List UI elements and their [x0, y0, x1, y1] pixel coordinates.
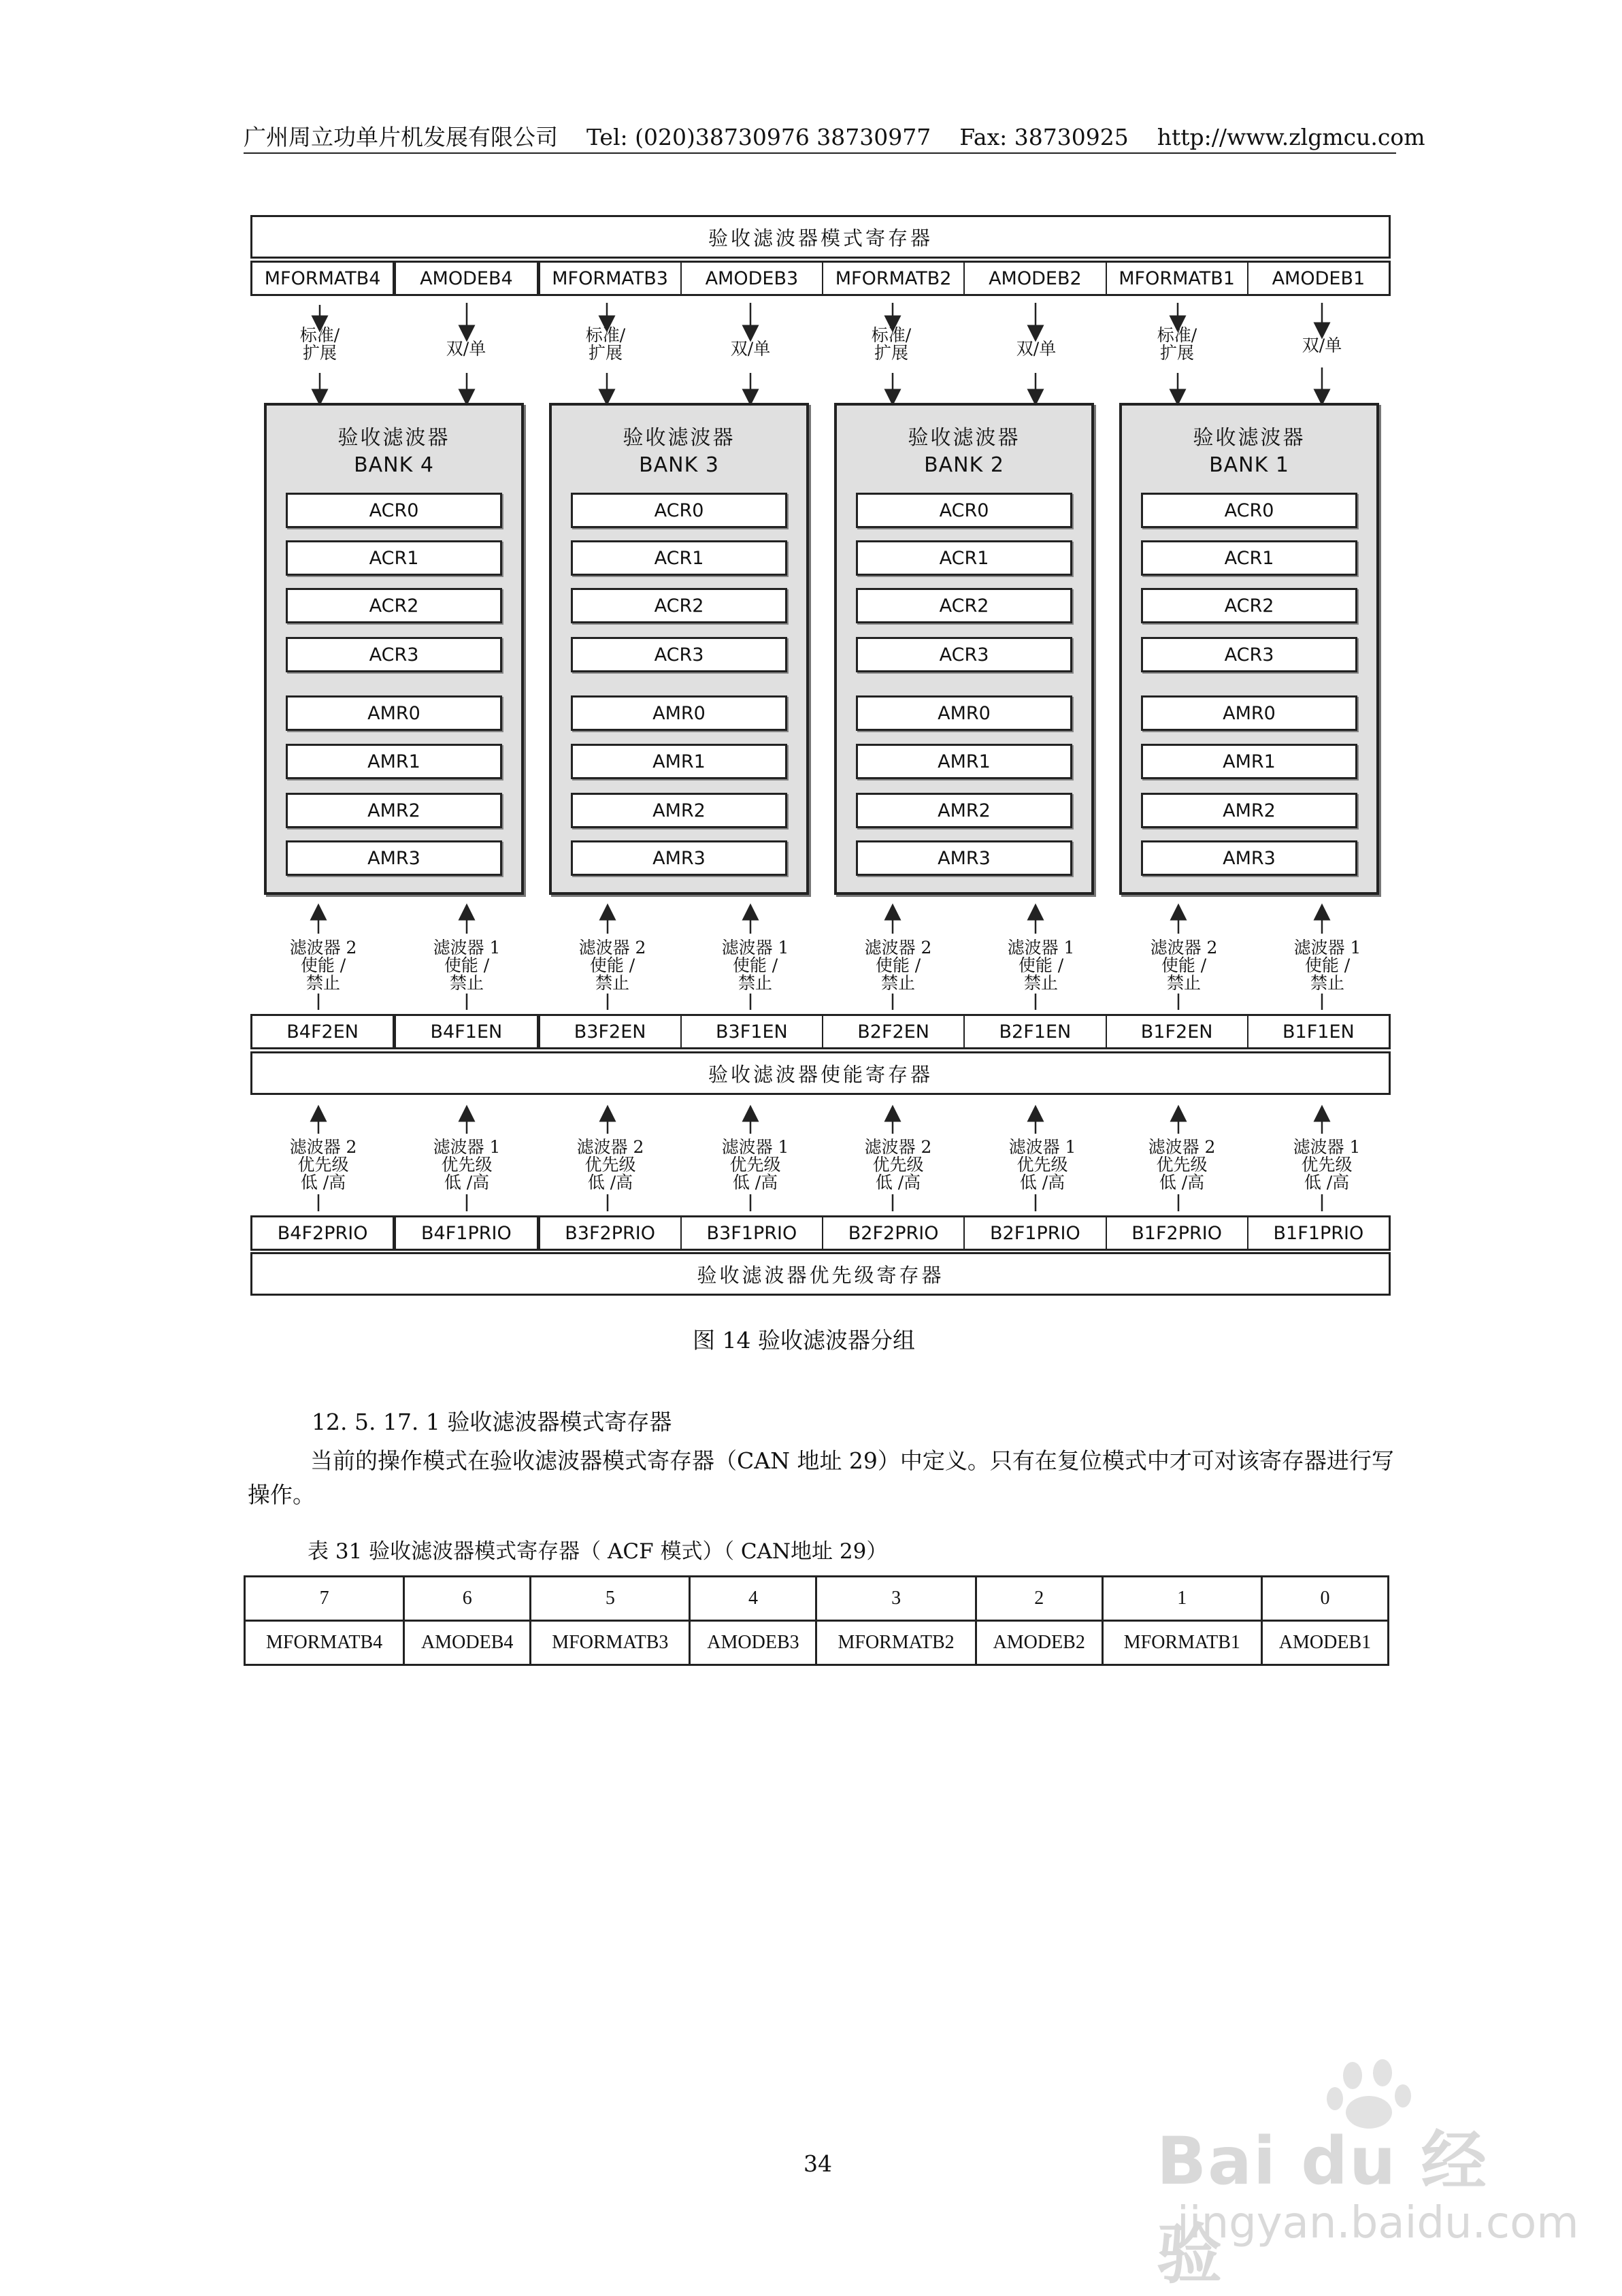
register-amr3: AMR3 — [571, 840, 787, 876]
enable-label-line3: 禁止 — [1166, 973, 1201, 993]
enable-register-title-text: 验收滤波器使能寄存器 — [708, 1062, 933, 1086]
mode-label: 双/单 — [1016, 339, 1057, 359]
priority-arrows — [318, 1113, 1322, 1211]
mode-label: 双/单 — [446, 339, 486, 359]
register-amr0: AMR0 — [571, 695, 787, 731]
table-cell: AMODEB4 — [404, 1621, 531, 1665]
register-acr2: ACR2 — [286, 588, 502, 623]
enable-label-filter: 滤波器 1 — [1007, 938, 1075, 957]
enable-label-line3: 禁止 — [449, 973, 484, 993]
priority-label-filter: 滤波器 2 — [1148, 1137, 1216, 1157]
mode-label: 双/单 — [1302, 335, 1342, 355]
register-acr0: ACR0 — [1141, 493, 1357, 528]
register-acr2: ACR2 — [571, 588, 787, 623]
register-amr2: AMR2 — [286, 793, 502, 828]
mode-bit: AMODEB1 — [1272, 267, 1366, 289]
priority-label-line2: 优先级 — [872, 1155, 924, 1175]
enable-bit: B1F1EN — [1282, 1021, 1355, 1043]
register-amr0: AMR0 — [856, 695, 1072, 731]
enable-label-line2: 使能 / — [589, 955, 635, 975]
table-cell: 2 — [976, 1577, 1102, 1621]
format-label-line1: 标准/ — [1157, 325, 1197, 345]
table-cell: 0 — [1261, 1577, 1388, 1621]
priority-label-line2: 优先级 — [729, 1155, 781, 1175]
register-acr2: ACR2 — [1141, 588, 1357, 623]
format-label-line1: 标准/ — [871, 325, 912, 345]
enable-bit: B2F1EN — [965, 1016, 1106, 1047]
figure-caption: 图 14 验收滤波器分组 — [693, 1327, 915, 1354]
table-cell: 3 — [816, 1577, 976, 1621]
table-cell: 5 — [531, 1577, 690, 1621]
mode-bit: MFORMATB3 — [540, 263, 682, 294]
format-label-line2: 扩展 — [1159, 343, 1194, 363]
mode-register-title-text: 验收滤波器模式寄存器 — [708, 226, 933, 250]
table-cell: 1 — [1102, 1577, 1261, 1621]
register-acr1: ACR1 — [856, 540, 1072, 576]
enable-label-filter: 滤波器 2 — [289, 938, 357, 957]
mode-bit: MFORMATB2 — [823, 263, 965, 294]
enable-label-filter: 滤波器 2 — [578, 938, 646, 957]
header-tel: Tel: (020)38730976 38730977 — [586, 124, 931, 150]
table-cell: MFORMATB4 — [245, 1621, 404, 1665]
bank-title-text: 验收滤波器 — [337, 426, 450, 450]
page-number: 34 — [804, 2150, 832, 2177]
priority-label-filter: 滤波器 2 — [289, 1137, 357, 1157]
table-cell: 6 — [404, 1577, 531, 1621]
mode-bit: MFORMATB4 — [252, 263, 396, 294]
priority-label-line2: 优先级 — [1301, 1155, 1353, 1175]
table-row-bit-numbers — [245, 1577, 1389, 1621]
bank-title-text: 验收滤波器 — [623, 426, 735, 450]
bank-number: BANK 3 — [639, 453, 719, 477]
priority-label-line3: 低 /高 — [587, 1172, 633, 1192]
priority-label-line3: 低 /高 — [300, 1172, 346, 1192]
enable-label-line2: 使能 / — [1161, 955, 1207, 975]
mode-bit: AMODEB3 — [682, 263, 823, 294]
priority-label-line2: 优先级 — [441, 1155, 493, 1175]
priority-bit: B4F1PRIO — [396, 1217, 540, 1249]
priority-label-filter: 滤波器 2 — [576, 1137, 644, 1157]
format-label-line2: 扩展 — [588, 343, 623, 363]
mode-register-table — [244, 1575, 1389, 1666]
enable-bit: B3F1EN — [682, 1016, 823, 1047]
priority-bit: B2F1PRIO — [965, 1217, 1106, 1249]
register-acr1: ACR1 — [571, 540, 787, 576]
priority-bit: B1F1PRIO — [1273, 1222, 1364, 1244]
enable-label-line3: 禁止 — [880, 973, 915, 993]
priority-label-filter: 滤波器 1 — [721, 1137, 789, 1157]
table-cell: AMODEB1 — [1261, 1621, 1388, 1665]
bank-number: BANK 1 — [1209, 453, 1289, 477]
register-acr1: ACR1 — [286, 540, 502, 576]
format-label-line1: 标准/ — [299, 325, 340, 345]
enable-label-line2: 使能 / — [1304, 955, 1351, 975]
watermark-brand: Bai du 经验 — [1157, 2123, 1488, 2293]
enable-label-line3: 禁止 — [305, 973, 340, 993]
priority-bit: B4F2PRIO — [252, 1217, 396, 1249]
bank-title-text: 验收滤波器 — [1193, 426, 1306, 450]
priority-label-line2: 优先级 — [297, 1155, 349, 1175]
enable-label-filter: 滤波器 1 — [1293, 938, 1361, 957]
format-label-line2: 扩展 — [874, 343, 908, 363]
enable-label-line2: 使能 / — [300, 955, 346, 975]
register-acr1: ACR1 — [1141, 540, 1357, 576]
body-paragraph: 当前的操作模式在验收滤波器模式寄存器（CAN 地址 29）中定义。只有在复位模式中才可对该寄存器进行写操作。 — [248, 1447, 1394, 1508]
enable-label-line2: 使能 / — [444, 955, 490, 975]
register-acr0: ACR0 — [856, 493, 1072, 528]
register-amr2: AMR2 — [1141, 793, 1357, 828]
priority-label-filter: 滤波器 1 — [1293, 1137, 1361, 1157]
mode-label: 双/单 — [730, 339, 771, 359]
register-amr1: AMR1 — [856, 744, 1072, 779]
bank-number: BANK 2 — [924, 453, 1004, 477]
priority-label-filter: 滤波器 1 — [1008, 1137, 1076, 1157]
priority-label-line3: 低 /高 — [732, 1172, 778, 1192]
register-amr0: AMR0 — [286, 695, 502, 731]
register-amr1: AMR1 — [1141, 744, 1357, 779]
enable-label-filter: 滤波器 2 — [864, 938, 932, 957]
bank-title-text: 验收滤波器 — [908, 426, 1021, 450]
priority-label-line3: 低 /高 — [444, 1172, 490, 1192]
enable-label-line3: 禁止 — [595, 973, 629, 993]
priority-label-filter: 滤波器 1 — [433, 1137, 501, 1157]
enable-arrows — [318, 912, 1322, 1010]
register-acr3: ACR3 — [856, 637, 1072, 672]
priority-bit: B1F2PRIO — [1107, 1217, 1248, 1249]
enable-label-line3: 禁止 — [738, 973, 772, 993]
priority-label-line2: 优先级 — [584, 1155, 636, 1175]
register-acr0: ACR0 — [571, 493, 787, 528]
register-amr0: AMR0 — [1141, 695, 1357, 731]
priority-label-line3: 低 /高 — [875, 1172, 921, 1192]
table-cell: AMODEB2 — [976, 1621, 1102, 1665]
section-heading: 12. 5. 17. 1 验收滤波器模式寄存器 — [312, 1409, 672, 1435]
header-url: http://www.zlgmcu.com — [1157, 124, 1425, 150]
priority-label-line3: 低 /高 — [1159, 1172, 1205, 1192]
table-caption: 表 31 验收滤波器模式寄存器（ ACF 模式）（ CAN地址 29） — [308, 1539, 888, 1564]
enable-label-line2: 使能 / — [732, 955, 778, 975]
priority-label-line3: 低 /高 — [1304, 1172, 1350, 1192]
table-cell: 7 — [245, 1577, 404, 1621]
mode-arrows — [320, 303, 1322, 397]
table-cell: MFORMATB1 — [1102, 1621, 1261, 1665]
mode-bit: AMODEB2 — [965, 263, 1106, 294]
enable-label-filter: 滤波器 1 — [433, 938, 501, 957]
register-acr2: ACR2 — [856, 588, 1072, 623]
register-amr3: AMR3 — [1141, 840, 1357, 876]
table-cell: MFORMATB3 — [531, 1621, 690, 1665]
enable-bit: B1F2EN — [1107, 1016, 1248, 1047]
register-acr0: ACR0 — [286, 493, 502, 528]
priority-bit: B3F2PRIO — [540, 1217, 682, 1249]
priority-label-line2: 优先级 — [1156, 1155, 1208, 1175]
register-amr3: AMR3 — [856, 840, 1072, 876]
enable-bit: B3F2EN — [540, 1016, 682, 1047]
priority-bit: B2F2PRIO — [823, 1217, 965, 1249]
priority-label-line2: 优先级 — [1016, 1155, 1068, 1175]
priority-register-title-text: 验收滤波器优先级寄存器 — [697, 1263, 944, 1287]
enable-label-line3: 禁止 — [1023, 973, 1058, 993]
table-cell: AMODEB3 — [690, 1621, 816, 1665]
register-amr1: AMR1 — [286, 744, 502, 779]
bank-number: BANK 4 — [354, 453, 434, 477]
enable-label-line2: 使能 / — [875, 955, 921, 975]
register-acr3: ACR3 — [1141, 637, 1357, 672]
table-cell: 4 — [690, 1577, 816, 1621]
priority-bit: B3F1PRIO — [682, 1217, 823, 1249]
enable-label-filter: 滤波器 1 — [721, 938, 789, 957]
baidu-watermark — [1129, 2055, 1579, 2293]
register-amr2: AMR2 — [856, 793, 1072, 828]
table-row-bit-names — [245, 1621, 1389, 1665]
register-amr1: AMR1 — [571, 744, 787, 779]
header-company: 广州周立功单片机发展有限公司 — [244, 124, 558, 150]
format-label-line1: 标准/ — [585, 325, 626, 345]
priority-label-line3: 低 /高 — [1019, 1172, 1065, 1192]
watermark-url: jingyan.baidu.com — [1177, 2198, 1579, 2248]
mode-bit: MFORMATB1 — [1107, 263, 1248, 294]
enable-bit: B4F2EN — [252, 1016, 396, 1047]
header-fax: Fax: 38730925 — [959, 124, 1129, 150]
enable-bit: B4F1EN — [396, 1016, 540, 1047]
format-label-line2: 扩展 — [302, 343, 337, 363]
mode-bit: AMODEB4 — [396, 263, 540, 294]
register-amr2: AMR2 — [571, 793, 787, 828]
register-acr3: ACR3 — [571, 637, 787, 672]
register-amr3: AMR3 — [286, 840, 502, 876]
enable-label-line3: 禁止 — [1310, 973, 1344, 993]
enable-bit: B2F2EN — [823, 1016, 965, 1047]
enable-label-filter: 滤波器 2 — [1150, 938, 1218, 957]
register-acr3: ACR3 — [286, 637, 502, 672]
table-cell: MFORMATB2 — [816, 1621, 976, 1665]
priority-label-filter: 滤波器 2 — [864, 1137, 932, 1157]
enable-label-line2: 使能 / — [1018, 955, 1064, 975]
